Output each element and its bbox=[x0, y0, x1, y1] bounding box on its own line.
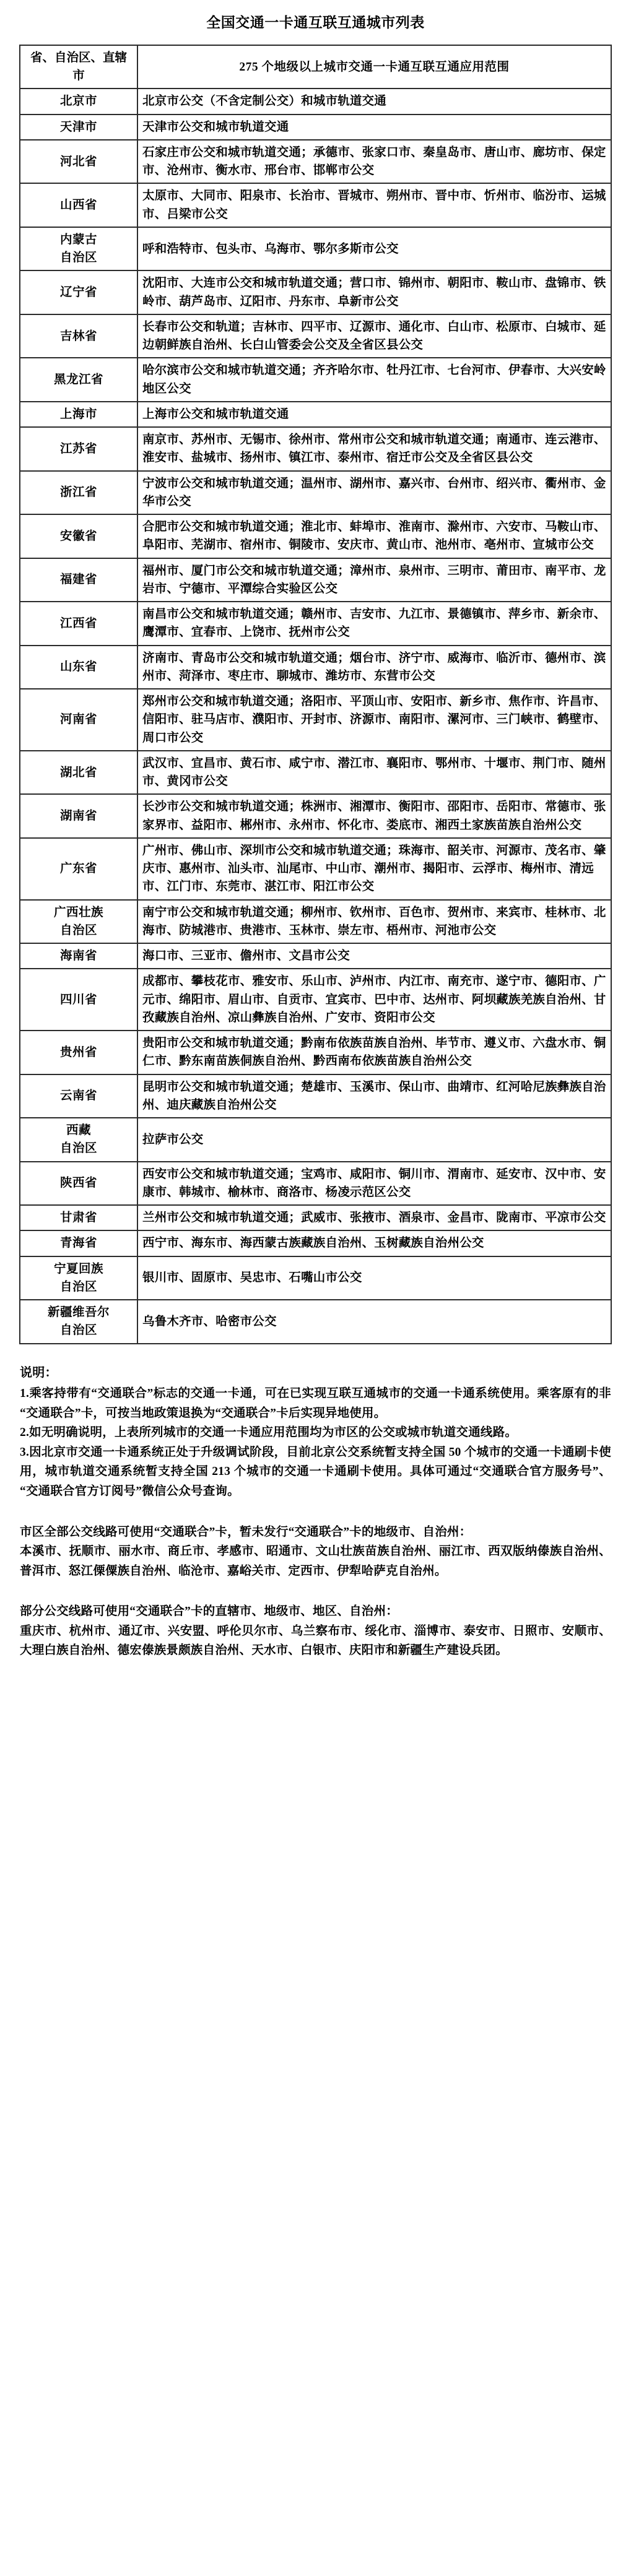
province-name-line: 贵州省 bbox=[59, 1045, 97, 1059]
city-list-table bbox=[19, 45, 612, 1344]
province-cell bbox=[20, 1074, 137, 1118]
province-cell bbox=[20, 1031, 137, 1074]
province-cell bbox=[20, 1256, 137, 1300]
province-cell bbox=[20, 1300, 137, 1344]
scope-cell: 兰州市公交和城市轨道交通；武威市、张掖市、酒泉市、金昌市、陇南市、平凉市公交 bbox=[137, 1205, 611, 1230]
province-name-line: 山东省 bbox=[59, 660, 97, 674]
table-row bbox=[20, 646, 611, 689]
province-name-line: 宁夏回族 bbox=[53, 1262, 103, 1276]
province-name-line: 四川省 bbox=[59, 993, 97, 1006]
scope-cell: 宁波市公交和城市轨道交通；温州市、湖州市、嘉兴市、台州市、绍兴市、衢州市、金华市公交 bbox=[137, 471, 611, 515]
page-title: 全国交通一卡通互联互通城市列表 bbox=[206, 15, 425, 30]
scope-cell: 合肥市公交和城市轨道交通；淮北市、蚌埠市、淮南市、滁州市、六安市、马鞍山市、阜阳市、芜湖市、宿州市、铜陵市、安庆市、黄山市、池州市、亳州市、宣城市公交 bbox=[137, 514, 611, 558]
table-row bbox=[20, 140, 611, 184]
scope-cell: 石家庄市公交和城市轨道交通；承德市、张家口市、秦皇岛市、唐山市、廊坊市、保定市、沧州市、衡水市、邢台市、邯郸市公交 bbox=[137, 140, 611, 184]
note-section-spacer bbox=[20, 1502, 611, 1523]
scope-cell: 沈阳市、大连市公交和城市轨道交通；营口市、锦州市、朝阳市、鞍山市、盘锦市、铁岭市、葫芦岛市、辽阳市、丹东市、阜新市公交 bbox=[137, 270, 611, 314]
province-cell bbox=[20, 602, 137, 646]
province-name-line: 上海市 bbox=[59, 407, 97, 421]
table-row bbox=[20, 227, 611, 271]
province-name-line: 河北省 bbox=[59, 155, 97, 168]
province-name-line: 自治区 bbox=[59, 1142, 97, 1156]
scope-cell: 乌鲁木齐市、哈密市公交 bbox=[137, 1300, 611, 1344]
table-row bbox=[20, 602, 611, 646]
province-cell bbox=[20, 1162, 137, 1206]
scope-cell: 长春市公交和轨道；吉林市、四平市、辽源市、通化市、白山市、松原市、白城市、延边朝鲜族自治州、长白山管委会公交及全省区县公交 bbox=[137, 314, 611, 358]
province-cell bbox=[20, 943, 137, 969]
province-cell bbox=[20, 558, 137, 602]
scope-cell: 太原市、大同市、阳泉市、长治市、晋城市、朔州市、晋中市、忻州市、临汾市、运城市、吕梁市公交 bbox=[137, 183, 611, 227]
province-cell bbox=[20, 89, 137, 114]
note-item: 3.因北京市交通一卡通系统正处于升级调试阶段，目前北京公交系统暂支持全国 50 个城市的交通一卡通刷卡使用，城市轨道交通系统暂支持全国 213 个城市的交通一卡通刷卡使用。具体可通过“交通联合官方服务号”、“交通联合官方订阅号”微信公众号查询。 bbox=[20, 1445, 611, 1498]
table-row bbox=[20, 1031, 611, 1074]
province-name-line: 北京市 bbox=[59, 95, 97, 108]
province-name-line: 吉林省 bbox=[59, 329, 97, 343]
scope-cell: 南京市、苏州市、无锡市、徐州市、常州市公交和城市轨道交通；南通市、连云港市、淮安市、盐城市、扬州市、镇江市、泰州市、宿迁市公交及全省区县公交 bbox=[137, 427, 611, 471]
note-item: 2.如无明确说明，上表所列城市的交通一卡通应用范围均为市区的公交或城市轨道交通线路。 bbox=[20, 1426, 518, 1440]
scope-cell: 西安市公交和城市轨道交通；宝鸡市、咸阳市、铜川市、渭南市、延安市、汉中市、安康市、韩城市、榆林市、商洛市、杨凌示范区公交 bbox=[137, 1162, 611, 1206]
province-name-line: 甘肃省 bbox=[59, 1211, 97, 1225]
province-name-line: 黑龙江省 bbox=[53, 373, 103, 387]
note-section-body: 重庆市、杭州市、通辽市、兴安盟、呼伦贝尔市、乌兰察布市、绥化市、淄博市、泰安市、日照市、安顺市、大理白族自治州、德宏傣族景颇族自治州、天水市、白银市、庆阳市和新疆生产建设兵团。 bbox=[20, 1624, 611, 1658]
province-cell bbox=[20, 969, 137, 1031]
scope-cell: 上海市公交和城市轨道交通 bbox=[137, 402, 611, 427]
table-row bbox=[20, 558, 611, 602]
province-name-line: 江苏省 bbox=[59, 442, 97, 456]
province-cell bbox=[20, 227, 137, 271]
scope-cell: 天津市公交和城市轨道交通 bbox=[137, 115, 611, 140]
table-row bbox=[20, 1074, 611, 1118]
province-name-line: 福建省 bbox=[59, 573, 97, 587]
table-row bbox=[20, 1205, 611, 1230]
scope-cell: 银川市、固原市、吴忠市、石嘴山市公交 bbox=[137, 1256, 611, 1300]
header-scope: 275 个地级以上城市交通一卡通互联互通应用范围 bbox=[137, 45, 611, 89]
header-province-line: 直辖市 bbox=[72, 51, 128, 83]
table-row bbox=[20, 943, 611, 969]
scope-cell: 武汉市、宜昌市、黄石市、咸宁市、潜江市、襄阳市、鄂州市、十堰市、荆门市、随州市、黄冈市公交 bbox=[137, 751, 611, 795]
province-name-line: 天津市 bbox=[59, 120, 97, 134]
table-row bbox=[20, 270, 611, 314]
scope-cell: 昆明市公交和城市轨道交通；楚雄市、玉溪市、保山市、曲靖市、红河哈尼族彝族自治州、迪庆藏族自治州公交 bbox=[137, 1074, 611, 1118]
table-row bbox=[20, 1230, 611, 1256]
table-row bbox=[20, 402, 611, 427]
province-cell bbox=[20, 471, 137, 515]
note-section-spacer bbox=[20, 1581, 611, 1602]
table-row bbox=[20, 514, 611, 558]
province-cell bbox=[20, 1118, 137, 1162]
bottom-spacer bbox=[0, 1661, 631, 1677]
header-province-line: 省、自治区、 bbox=[30, 51, 103, 64]
table-row bbox=[20, 794, 611, 838]
table-row bbox=[20, 969, 611, 1031]
province-name-line: 云南省 bbox=[59, 1089, 97, 1103]
province-name-line: 广西壮族 bbox=[53, 905, 103, 919]
province-cell bbox=[20, 140, 137, 184]
scope-cell: 拉萨市公交 bbox=[137, 1118, 611, 1162]
province-cell bbox=[20, 838, 137, 900]
scope-cell: 南宁市公交和城市轨道交通；柳州市、钦州市、百色市、贺州市、来宾市、桂林市、北海市、防城港市、贵港市、玉林市、崇左市、梧州市、河池市公交 bbox=[137, 900, 611, 944]
table-row bbox=[20, 115, 611, 140]
province-name-line: 湖南省 bbox=[59, 810, 97, 823]
province-name-line: 青海省 bbox=[59, 1237, 97, 1250]
province-name-line: 自治区 bbox=[59, 1280, 97, 1294]
table-row bbox=[20, 1300, 611, 1344]
province-name-line: 江西省 bbox=[59, 616, 97, 630]
table-row bbox=[20, 471, 611, 515]
province-name-line: 陕西省 bbox=[59, 1177, 97, 1190]
scope-cell: 哈尔滨市公交和城市轨道交通；齐齐哈尔市、牡丹江市、七台河市、伊春市、大兴安岭地区公交 bbox=[137, 358, 611, 402]
note-section-heading: 部分公交线路可使用“交通联合”卡的直辖市、地级市、地区、自治州： bbox=[20, 1605, 398, 1619]
province-name-line: 山西省 bbox=[59, 199, 97, 212]
province-name-line: 广东省 bbox=[59, 862, 97, 876]
scope-cell: 北京市公交（不含定制公交）和城市轨道交通 bbox=[137, 89, 611, 114]
province-cell bbox=[20, 1230, 137, 1256]
table-row bbox=[20, 183, 611, 227]
province-cell bbox=[20, 514, 137, 558]
scope-cell: 南昌市公交和城市轨道交通；赣州市、吉安市、九江市、景德镇市、萍乡市、新余市、鹰潭市、宜春市、上饶市、抚州市公交 bbox=[137, 602, 611, 646]
table-row bbox=[20, 358, 611, 402]
province-name-line: 自治区 bbox=[59, 923, 97, 937]
province-name-line: 海南省 bbox=[59, 949, 97, 963]
province-cell bbox=[20, 646, 137, 689]
province-cell bbox=[20, 794, 137, 838]
table-row bbox=[20, 89, 611, 114]
table-row bbox=[20, 838, 611, 900]
province-name-line: 自治区 bbox=[59, 1324, 97, 1338]
province-cell bbox=[20, 900, 137, 944]
table-row bbox=[20, 689, 611, 751]
province-cell bbox=[20, 402, 137, 427]
province-cell bbox=[20, 183, 137, 227]
table-row bbox=[20, 427, 611, 471]
scope-cell: 福州市、厦门市公交和城市轨道交通；漳州市、泉州市、三明市、莆田市、南平市、龙岩市、宁德市、平潭综合实验区公交 bbox=[137, 558, 611, 602]
province-cell bbox=[20, 427, 137, 471]
province-name-line: 河南省 bbox=[59, 713, 97, 727]
province-cell bbox=[20, 115, 137, 140]
table-row bbox=[20, 1256, 611, 1300]
table-row bbox=[20, 1118, 611, 1162]
note-item: 1.乘客持带有“交通联合”标志的交通一卡通，可在已实现互联互通城市的交通一卡通系统使用。乘客原有的非“交通联合”卡，可按当地政策退换为“交通联合”卡后实现异地使用。 bbox=[20, 1387, 611, 1420]
scope-cell: 西宁市、海东市、海西蒙古族藏族自治州、玉树藏族自治州公交 bbox=[137, 1230, 611, 1256]
province-cell bbox=[20, 358, 137, 402]
table-row bbox=[20, 314, 611, 358]
province-name-line: 安徽省 bbox=[59, 529, 97, 543]
table-header-row bbox=[20, 45, 611, 89]
province-name-line: 自治区 bbox=[59, 251, 97, 265]
note-section-body: 本溪市、抚顺市、丽水市、商丘市、孝感市、昭通市、文山壮族苗族自治州、丽江市、西双版纳傣族自治州、普洱市、怒江傈僳族自治州、临沧市、嘉峪关市、定西市、伊犁哈萨克自治州。 bbox=[20, 1545, 611, 1578]
scope-cell: 呼和浩特市、包头市、乌海市、鄂尔多斯市公交 bbox=[137, 227, 611, 271]
scope-cell: 郑州市公交和城市轨道交通；洛阳市、平顶山市、安阳市、新乡市、焦作市、许昌市、信阳市、驻马店市、濮阳市、开封市、济源市、南阳市、漯河市、三门峡市、鹤壁市、周口市公交 bbox=[137, 689, 611, 751]
table-row bbox=[20, 1162, 611, 1206]
table-row bbox=[20, 751, 611, 795]
province-cell bbox=[20, 270, 137, 314]
note-section-heading: 市区全部公交线路可使用“交通联合”卡，暂未发行“交通联合”卡的地级市、自治州： bbox=[20, 1525, 472, 1539]
header-province bbox=[20, 45, 137, 89]
province-cell bbox=[20, 1205, 137, 1230]
scope-cell: 海口市、三亚市、儋州市、文昌市公交 bbox=[137, 943, 611, 969]
scope-cell: 长沙市公交和城市轨道交通；株洲市、湘潭市、衡阳市、邵阳市、岳阳市、常德市、张家界市、益阳市、郴州市、永州市、怀化市、娄底市、湘西土家族苗族自治州公交 bbox=[137, 794, 611, 838]
province-name-line: 西藏 bbox=[66, 1124, 91, 1138]
province-name-line: 辽宁省 bbox=[59, 286, 97, 300]
scope-cell: 济南市、青岛市公交和城市轨道交通；烟台市、济宁市、威海市、临沂市、德州市、滨州市、菏泽市、枣庄市、聊城市、潍坊市、东营市公交 bbox=[137, 646, 611, 689]
notes-heading: 说明： bbox=[20, 1365, 58, 1380]
scope-cell: 广州市、佛山市、深圳市公交和城市轨道交通；珠海市、韶关市、河源市、茂名市、肇庆市、惠州市、汕头市、汕尾市、中山市、潮州市、揭阳市、云浮市、梅州市、清远市、江门市、东莞市、湛江市、阳江市公交 bbox=[137, 838, 611, 900]
province-name-line: 湖北省 bbox=[59, 766, 97, 779]
province-name-line: 新疆维吾尔 bbox=[47, 1306, 110, 1320]
scope-cell: 成都市、攀枝花市、雅安市、乐山市、泸州市、内江市、南充市、遂宁市、德阳市、广元市、绵阳市、眉山市、自贡市、宜宾市、巴中市、达州市、阿坝藏族羌族自治州、甘孜藏族自治州、凉山彝族自治州、广安市、资阳市公交 bbox=[137, 969, 611, 1031]
scope-cell: 贵阳市公交和城市轨道交通；黔南布依族苗族自治州、毕节市、遵义市、六盘水市、铜仁市、黔东南苗族侗族自治州、黔西南布依族苗族自治州公交 bbox=[137, 1031, 611, 1074]
province-cell bbox=[20, 314, 137, 358]
province-name-line: 浙江省 bbox=[59, 486, 97, 499]
notes-section bbox=[20, 1363, 611, 1661]
province-name-line: 内蒙古 bbox=[59, 233, 97, 246]
province-cell bbox=[20, 751, 137, 795]
province-cell bbox=[20, 689, 137, 751]
table-row bbox=[20, 900, 611, 944]
